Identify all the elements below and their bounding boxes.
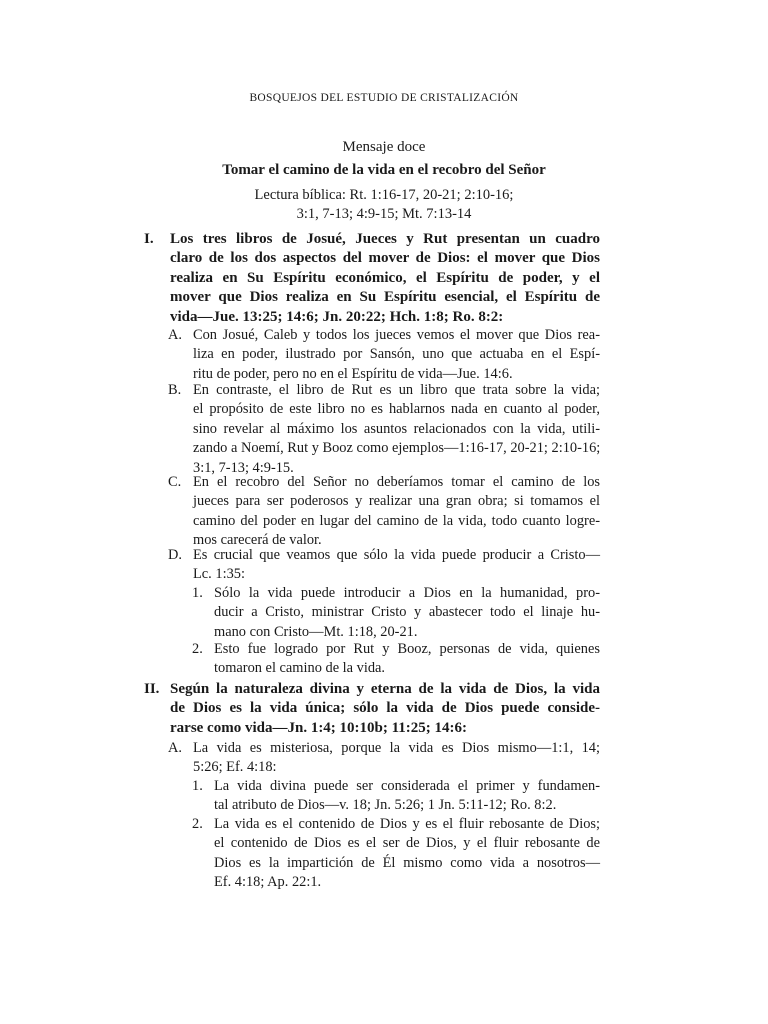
- text-line: Según la naturaleza divina y eterna de la vida de Dios, la vida: [170, 681, 600, 697]
- text-line: liza en poder, ilustrado por Sansón, uno que actuaba en el Espí-: [193, 346, 600, 363]
- text-line: En el recobro del Señor no deberíamos tomar el camino de los: [193, 474, 600, 490]
- outline-item-i-d-2: [192, 640, 600, 679]
- text-line: 5:26; Ef. 4:18:: [193, 759, 277, 776]
- text-line: tomaron el camino de la vida.: [214, 660, 386, 677]
- text-line: sino revelar al máximo los asuntos relacionados con la vida, utili-: [193, 420, 600, 437]
- scripture-reading: [0, 186, 768, 224]
- subpoint-letter: A.: [168, 327, 182, 343]
- text-line: Es crucial que veamos que sólo la vida puede producir a Cristo—: [193, 547, 600, 563]
- text-line: realiza en Su Espíritu económico, el Espíritu de poder, y el: [170, 269, 600, 286]
- item-number: 2.: [192, 641, 203, 657]
- subpoint-text: [193, 381, 600, 478]
- point-text: [170, 680, 600, 738]
- text-line: el propósito de este libro no es hablarnos nada en cuanto al poder,: [193, 401, 600, 418]
- subpoint-text: [193, 739, 600, 778]
- text-line: de Dios es la vida única; sólo la vida de Dios puede conside-: [170, 700, 600, 717]
- outline-item-ii-a-1: [192, 777, 600, 816]
- item-number: 1.: [192, 585, 203, 601]
- outline-subpoint-i-d: [168, 546, 600, 585]
- text-line: Con Josué, Caleb y todos los jueces vemos el mover que Dios rea-: [193, 327, 600, 343]
- text-line: vida—Jue. 13:25; 14:6; Jn. 20:22; Hch. 1:8; Ro. 8:2:: [170, 308, 504, 325]
- running-header: BOSQUEJOS DEL ESTUDIO DE CRISTALIZACIÓN: [249, 92, 519, 104]
- text-line: rarse como vida—Jn. 1:4; 10:10b; 11:25; 14:6:: [170, 719, 468, 736]
- outline-point-i: [144, 230, 600, 327]
- subpoint-letter: A.: [168, 740, 182, 756]
- message-title: Tomar el camino de la vida en el recobro del Señor: [222, 162, 546, 178]
- point-number: I.: [144, 231, 154, 247]
- outline-item-i-d-1: [192, 584, 600, 642]
- text-line: mover que Dios realiza en Su Espíritu esencial, el Espíritu de: [170, 289, 600, 306]
- outline-subpoint-i-c: [168, 473, 600, 551]
- text-line: Sólo la vida puede introducir a Dios en la humanidad, pro-: [214, 585, 600, 601]
- outline-item-ii-a-2: [192, 815, 600, 893]
- item-number: 1.: [192, 778, 203, 794]
- subpoint-letter: B.: [168, 382, 182, 398]
- point-number: II.: [144, 681, 160, 697]
- text-line: La vida es misteriosa, porque la vida es Dios mismo—1:1, 14;: [193, 740, 600, 756]
- scripture-reading-line: Lectura bíblica: Rt. 1:16-17, 20-21; 2:10-16;: [254, 187, 514, 203]
- text-line: Ef. 4:18; Ap. 22:1.: [214, 874, 322, 891]
- item-text: [214, 584, 600, 642]
- subpoint-text: [193, 546, 600, 585]
- text-line: La vida divina puede ser considerada el primer y fundamen-: [214, 778, 600, 794]
- outline-subpoint-i-a: [168, 326, 600, 384]
- subpoint-text: [193, 473, 600, 551]
- item-text: [214, 777, 600, 816]
- text-line: camino del poder en lugar del camino de la vida, todo cuanto logre-: [193, 512, 600, 529]
- subpoint-text: [193, 326, 600, 384]
- scripture-reading-line: 3:1, 7-13; 4:9-15; Mt. 7:13-14: [296, 206, 472, 222]
- item-number: 2.: [192, 816, 203, 832]
- text-line: jueces para ser poderosos y realizar una gran obra; si tomamos el: [193, 493, 600, 510]
- message-number: Mensaje doce: [342, 139, 426, 155]
- text-line: La vida es el contenido de Dios y es el fluir rebosante de Dios;: [214, 816, 600, 832]
- text-line: mos carecerá de valor.: [193, 532, 322, 549]
- text-line: Los tres libros de Josué, Jueces y Rut presentan un cuadro: [170, 231, 600, 247]
- text-line: Esto fue logrado por Rut y Booz, personas de vida, quienes: [214, 641, 600, 657]
- outline-subpoint-i-b: [168, 381, 600, 478]
- text-line: Lc. 1:35:: [193, 566, 245, 583]
- text-line: tal atributo de Dios—v. 18; Jn. 5:26; 1 Jn. 5:11-12; Ro. 8:2.: [214, 797, 557, 814]
- text-line: mano con Cristo—Mt. 1:18, 20-21.: [214, 623, 418, 640]
- outline-point-ii: [144, 680, 600, 738]
- text-line: ducir a Cristo, ministrar Cristo y abastecer todo el linaje hu-: [214, 604, 600, 621]
- point-text: [170, 230, 600, 327]
- text-line: zando a Noemí, Rut y Booz como ejemplos—1:16-17, 20-21; 2:10-16;: [193, 440, 601, 457]
- subpoint-letter: D.: [168, 547, 182, 563]
- text-line: Dios es la impartición de Él mismo como vida a nosotros—: [214, 854, 600, 871]
- text-line: 3:1, 7-13; 4:9-15.: [193, 459, 294, 476]
- outline-subpoint-ii-a: [168, 739, 600, 778]
- text-line: ritu de poder, pero no en el Espíritu de vida—Jue. 14:6.: [193, 365, 513, 382]
- item-text: [214, 640, 600, 679]
- text-line: En contraste, el libro de Rut es un libro que trata sobre la vida;: [193, 382, 600, 398]
- text-line: claro de los dos aspectos del mover de Dios: el mover que Dios: [170, 250, 600, 267]
- item-text: [214, 815, 600, 893]
- subpoint-letter: C.: [168, 474, 182, 490]
- text-line: el contenido de Dios es el ser de Dios, y el fluir rebosante de: [214, 835, 600, 852]
